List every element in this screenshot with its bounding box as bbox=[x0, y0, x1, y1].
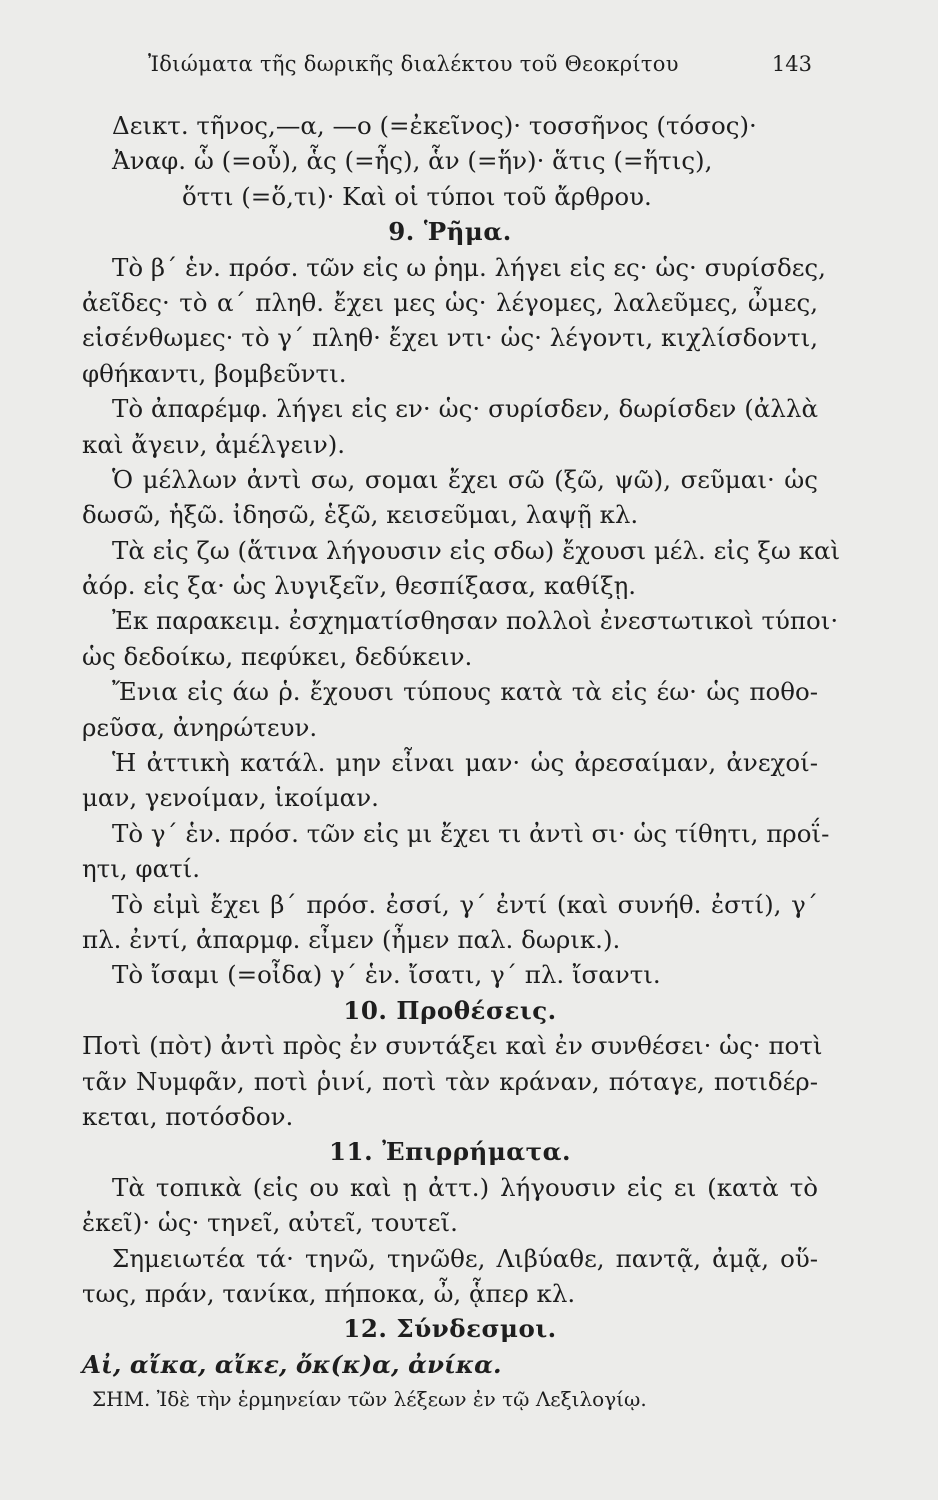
text-line: δωσῶ, ἡξῶ. ἰδησῶ, ἑξῶ, κεισεῦμαι, λαψῇ κλ. bbox=[82, 500, 639, 530]
text-line: Ὁ μέλλων ἀντὶ σω, σομαι ἔχει σῶ (ξῶ, ψῶ), σεῦμαι· ὡς bbox=[112, 464, 818, 494]
text-line: ρεῦσα, ἀνηρώτευν. bbox=[82, 712, 318, 742]
text-line: εἰσένθωμες· τὸ γ΄ πληθ· ἔχει ντι· ὡς· λέγοντι, κιχλίσδοντι, bbox=[82, 323, 818, 353]
text-line: Αἰ, αἴκα, αἴκε, ὄκ(κ)α, ἀνίκα. bbox=[82, 1349, 502, 1379]
running-title: Ἰδιώματα τῆς δωρικῆς διαλέκτου τοῦ Θεοκρίτου bbox=[148, 52, 679, 76]
section-heading: 12. Σύνδεσμοι. bbox=[343, 1314, 557, 1344]
section-heading: 11. Ἐπιρρήματα. bbox=[329, 1137, 571, 1167]
section-heading: 10. Προθέσεις. bbox=[343, 995, 557, 1025]
text-line: Σημειωτέα τά· τηνῶ, τηνῶθε, Λιβύαθε, παντᾷ, ἀμᾷ, οὕ- bbox=[112, 1243, 818, 1273]
text-line: ἐκεῖ)· ὡς· τηνεῖ, αὐτεῖ, τουτεῖ. bbox=[82, 1208, 458, 1238]
text-line: μαν, γενοίμαν, ἱκοίμαν. bbox=[82, 783, 379, 813]
page-body bbox=[82, 108, 841, 1417]
text-line: ητι, φατί. bbox=[82, 854, 201, 884]
text-line: Ἔνια εἰς άω ῥ. ἔχουσι τύπους κατὰ τὰ εἰς έω· ὡς ποθο- bbox=[112, 677, 818, 707]
text-line: Τὸ ἴσαμι (=οἶδα) γ΄ ἑν. ἴσατι, γ΄ πλ. ἴσαντι. bbox=[112, 960, 661, 990]
text-line: Ἐκ παρακειμ. ἐσχηματίσθησαν πολλοὶ ἐνεστωτικοὶ τύποι· bbox=[112, 606, 839, 636]
text-line: κεται, ποτόσδον. bbox=[82, 1101, 294, 1131]
text-line: Ἡ ἀττικὴ κατάλ. μην εἶναι μαν· ὡς ἀρεσαίμαν, ἀνεχοί- bbox=[112, 748, 818, 778]
footnote: ΣΗΜ. Ἰδὲ τὴν ἑρμηνείαν τῶν λέξεων ἐν τῷ Λεξιλογίῳ. bbox=[92, 1387, 647, 1412]
text-line: Τὸ γ΄ ἑν. πρόσ. τῶν εἰς μι ἔχει τι ἀντὶ σι· ὡς τίθητι, προΐ- bbox=[112, 818, 830, 848]
text-line: ἀόρ. εἰς ξα· ὡς λυγιξεῖν, θεσπίξασα, καθίξῃ. bbox=[82, 571, 637, 601]
text-line: ὡς δεδοίκω, πεφύκει, δεδύκειν. bbox=[82, 641, 473, 671]
text-line: πλ. ἐντί, ἀπαρμφ. εἶμεν (ἦμεν παλ. δωρικ.). bbox=[82, 924, 621, 954]
page-header bbox=[148, 52, 812, 92]
text-line: Τὸ β΄ ἑν. πρόσ. τῶν εἰς ω ῥημ. λήγει εἰς ες· ὡς· συρίσδες, bbox=[112, 252, 826, 282]
text-line: Τὸ ἀπαρέμφ. λήγει εἰς εν· ὡς· συρίσδεν, δωρίσδεν (ἀλλὰ bbox=[112, 394, 818, 424]
text-line: ὅττι (=ὅ,τι)· Καὶ οἱ τύποι τοῦ ἄρθρου. bbox=[182, 181, 652, 211]
text-line: καὶ ἄγειν, ἀμέλγειν). bbox=[82, 429, 346, 459]
text-line: Τὰ εἰς ζω (ἅτινα λήγουσιν εἰς σδω) ἔχουσι μέλ. εἰς ξω καὶ bbox=[112, 535, 841, 565]
text-line: φθήκαντι, βομβεῦντι. bbox=[82, 358, 347, 388]
text-line: τως, πράν, τανίκα, πήποκα, ὦ, ᾇπερ κλ. bbox=[82, 1278, 576, 1308]
page-number: 143 bbox=[771, 52, 812, 76]
text-line: τᾶν Νυμφᾶν, ποτὶ ῥινί, ποτὶ τὰν κράναν, πόταγε, ποτιδέρ- bbox=[82, 1066, 818, 1096]
text-line: Δεικτ. τῆνος,—α, —ο (=ἐκεῖνος)· τοσσῆνος (τόσος)· bbox=[112, 111, 757, 140]
text-line: Τὰ τοπικὰ (εἰς ου καὶ ῃ ἀττ.) λήγουσιν εἰς ει (κατὰ τὸ bbox=[112, 1172, 818, 1202]
text-line: Τὸ εἰμὶ ἔχει β΄ πρόσ. ἐσσί, γ΄ ἐντί (καὶ συνήθ. ἐστί), γ΄ bbox=[112, 889, 818, 919]
text-line: ἀεῖδες· τὸ α΄ πληθ. ἔχει μες ὡς· λέγομες, λαλεῦμες, ὦμες, bbox=[82, 287, 818, 317]
text-line: Ποτὶ (πὸτ) ἀντὶ πρὸς ἐν συντάξει καὶ ἐν συνθέσει· ὡς· ποτὶ bbox=[82, 1031, 823, 1061]
section-heading: 9. Ῥῆμα. bbox=[388, 217, 512, 247]
text-line: Ἀναφ. ὧ (=οὗ), ἇς (=ἧς), ἇν (=ἥν)· ἅτις (=ἥτις), bbox=[112, 146, 713, 176]
